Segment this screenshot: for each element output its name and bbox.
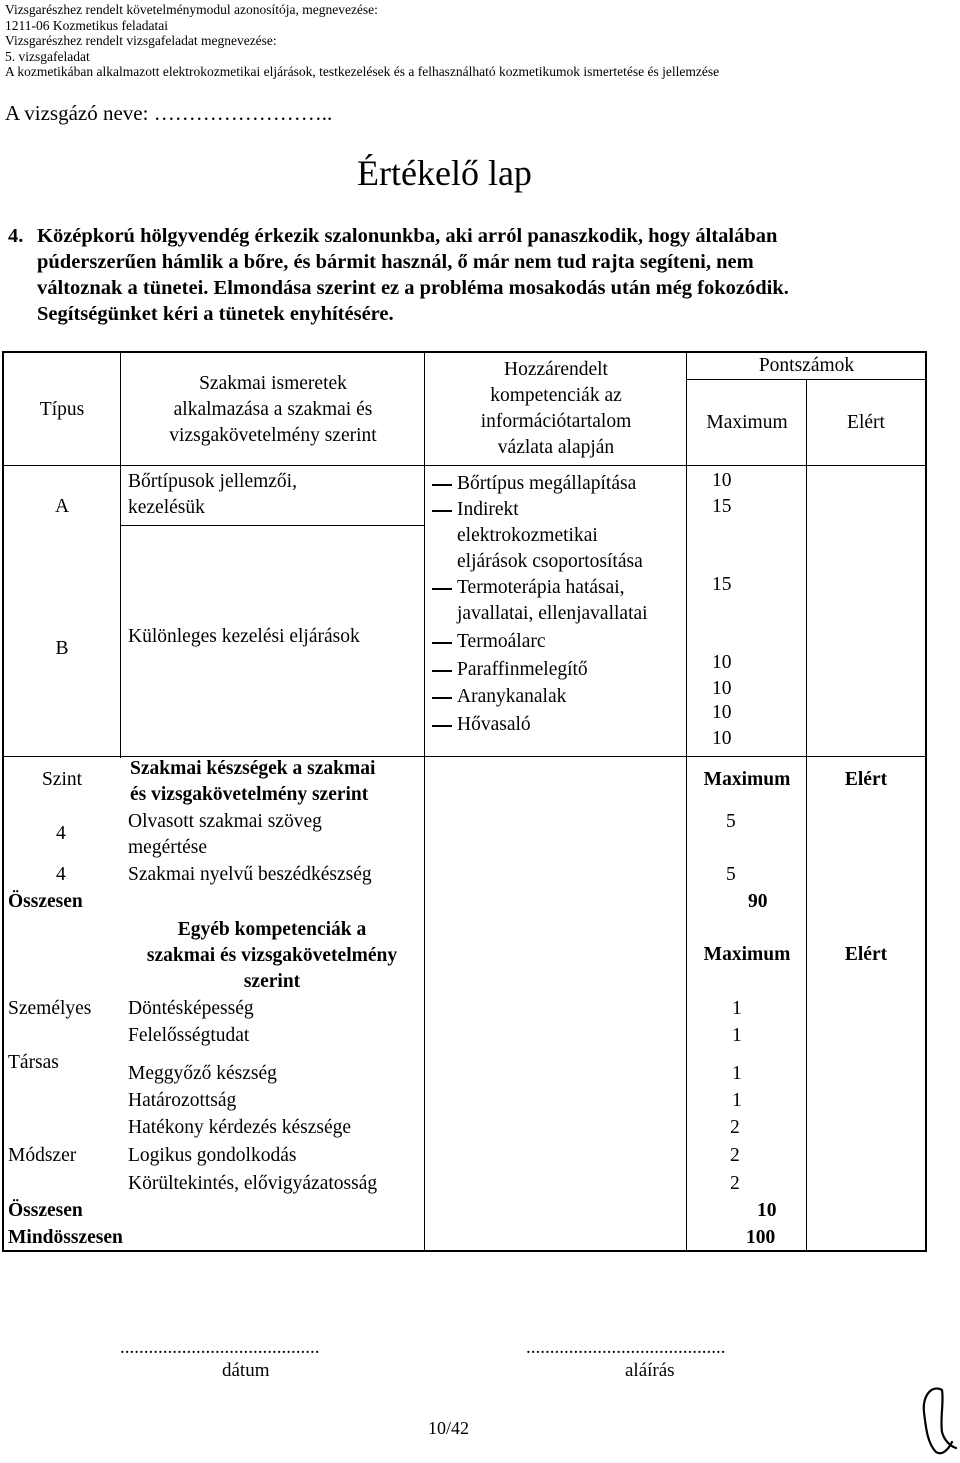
other-heading-line: Egyéb kompetenciák a (177, 919, 367, 940)
task-description (8, 223, 908, 327)
skills-total-label: Összesen (8, 891, 83, 912)
column-header-type: Típus (39, 399, 85, 420)
competence-name: Meggyőző készség (128, 1063, 277, 1084)
table-col-divider (424, 351, 425, 1250)
points-max: 15 (712, 574, 732, 595)
points-max: 10 (712, 470, 732, 491)
competence-item: Bőrtípus megállapítása (457, 473, 637, 494)
competence-max: 2 (730, 1173, 740, 1194)
competence-item: elektrokozmetikai (457, 525, 598, 546)
competence-name: Logikus gondolkodás (128, 1145, 297, 1166)
page-number: 10/42 (428, 1418, 470, 1438)
points-max: 10 (712, 678, 732, 699)
task-line: változnak a tünetei. Elmondása szerint ez a probléma mosakodás után még fokozódik. (37, 277, 789, 299)
competence-item: Termoálarc (457, 631, 546, 652)
bullet-dash (432, 484, 452, 486)
skills-achieved-header: Elért (844, 769, 888, 790)
date-dotted-line: .......................................... (120, 1337, 320, 1358)
competence-group: Személyes (8, 998, 92, 1019)
competence-item: Hővasaló (457, 714, 531, 735)
points-max: 10 (712, 652, 732, 673)
competence-max: 1 (732, 1063, 742, 1084)
level-header: Szint (41, 769, 83, 790)
date-label: dátum (222, 1360, 270, 1381)
grand-total-value: 100 (746, 1227, 776, 1248)
column-header-knowledge-line: Szakmai ismeretek (199, 373, 347, 394)
table-row-divider (120, 525, 425, 526)
header-line: A kozmetikában alkalmazott elektrokozmetikai eljárások, testkezelések és a felhasználható kozmetikumok ismertetése és jellemzése (5, 64, 720, 79)
handwritten-signature (912, 1382, 958, 1460)
competence-group: Módszer (8, 1145, 77, 1166)
competence-item: Paraffinmelegítő (457, 659, 588, 680)
other-total-label: Összesen (8, 1200, 83, 1221)
skills-total-value: 90 (748, 891, 768, 912)
skill-text: megértése (128, 837, 208, 858)
competence-item: Termoterápia hatásai, (457, 577, 625, 598)
column-header-competence-line: Hozzárendelt (504, 359, 608, 380)
other-heading-line: szerint (243, 971, 301, 992)
table-col-divider (120, 351, 121, 758)
bullet-dash (432, 642, 452, 644)
table-col-divider (806, 379, 807, 1250)
competence-name: Döntésképesség (128, 998, 254, 1019)
knowledge-b-text: Különleges kezelési eljárások (128, 626, 360, 647)
bullet-dash (432, 697, 452, 699)
other-achieved-header: Elért (844, 944, 888, 965)
bullet-dash (432, 725, 452, 727)
skills-maximum-header: Maximum (703, 769, 791, 790)
table-row-divider (686, 379, 926, 380)
competence-name: Határozottság (128, 1090, 237, 1111)
task-line: Segítségünket kéri a tünetek enyhítésére. (37, 303, 394, 325)
knowledge-a-line: Bőrtípusok jellemzői, (128, 471, 297, 492)
bullet-dash (432, 510, 452, 512)
column-header-competence-line: kompetenciák az (490, 385, 622, 406)
header-line: Vizsgarészhez rendelt követelménymodul azonosítója, megnevezése: (5, 2, 378, 17)
knowledge-a-line: kezelésük (128, 497, 205, 518)
skills-heading-line: és vizsgakövetelmény szerint (130, 784, 369, 805)
skill-max: 5 (726, 864, 736, 885)
skill-text: Olvasott szakmai szöveg (128, 811, 322, 832)
skill-level: 4 (56, 823, 66, 844)
signature-dotted-line: .......................................... (526, 1337, 726, 1358)
competence-item: Indirekt (457, 499, 519, 520)
task-number: 4. (8, 225, 24, 247)
bullet-dash (432, 588, 452, 590)
column-header-knowledge-line: vizsgakövetelmény szerint (169, 425, 377, 446)
type-a-label: A (54, 496, 70, 517)
document-header (5, 2, 719, 80)
page-title: Értékelő lap (357, 153, 532, 193)
competence-name: Felelősségtudat (128, 1025, 250, 1046)
other-total-value: 10 (757, 1200, 777, 1221)
skill-level: 4 (56, 864, 66, 885)
type-b-label: B (55, 638, 69, 659)
skills-heading-line: Szakmai készségek a szakmai (130, 758, 376, 779)
other-maximum-header: Maximum (703, 944, 791, 965)
candidate-name: A vizsgázó neve: …………………….. (5, 101, 333, 125)
competence-item: Aranykanalak (457, 686, 567, 707)
skill-max: 5 (726, 811, 736, 832)
column-header-points: Pontszámok (758, 355, 855, 376)
skill-text: Szakmai nyelvű beszédkészség (128, 864, 372, 885)
competence-max: 1 (732, 1090, 742, 1111)
column-header-maximum: Maximum (706, 412, 788, 433)
header-line: 1211-06 Kozmetikus feladatai (5, 17, 168, 33)
competence-name: Hatékony kérdezés készsége (128, 1117, 352, 1138)
competence-name: Körültekintés, elővigyázatosság (128, 1173, 378, 1194)
column-header-knowledge-line: alkalmazása a szakmai és (173, 399, 373, 420)
signature-label: aláírás (625, 1360, 675, 1381)
points-max: 10 (712, 702, 732, 723)
competence-max: 1 (732, 998, 742, 1019)
table-border-left (2, 351, 4, 1252)
competence-max: 2 (730, 1117, 740, 1138)
points-max: 10 (712, 728, 732, 749)
column-header-competence-line: információtartalom (480, 411, 632, 432)
task-line: Középkorú hölgyvendég érkezik szalonunkba, aki arról panaszkodik, hogy általában (37, 225, 778, 247)
table-border-bottom (2, 1250, 927, 1252)
competence-item: javallatai, ellenjavallatai (457, 603, 648, 624)
table-border-right (925, 351, 927, 1252)
competence-item: eljárások csoportosítása (457, 551, 643, 572)
points-max: 15 (712, 496, 732, 517)
competence-max: 1 (732, 1025, 742, 1046)
table-row-divider (2, 465, 927, 466)
column-header-achieved: Elért (847, 412, 885, 433)
header-line: Vizsgarészhez rendelt vizsgafeladat megnevezése: (5, 33, 277, 48)
competence-max: 2 (730, 1145, 740, 1166)
table-col-divider (686, 351, 687, 1250)
column-header-competence-line: vázlata alapján (497, 437, 615, 458)
other-heading-line: szakmai és vizsgakövetelmény (146, 945, 398, 966)
header-line: 5. vizsgafeladat (5, 48, 90, 64)
grand-total-label: Mindösszesen (8, 1227, 123, 1248)
competence-group: Társas (8, 1052, 59, 1073)
bullet-dash (432, 670, 452, 672)
task-line: púderszerűen hámlik a bőre, és bármit használ, ő már nem tud rajta segíteni, nem (37, 251, 754, 273)
